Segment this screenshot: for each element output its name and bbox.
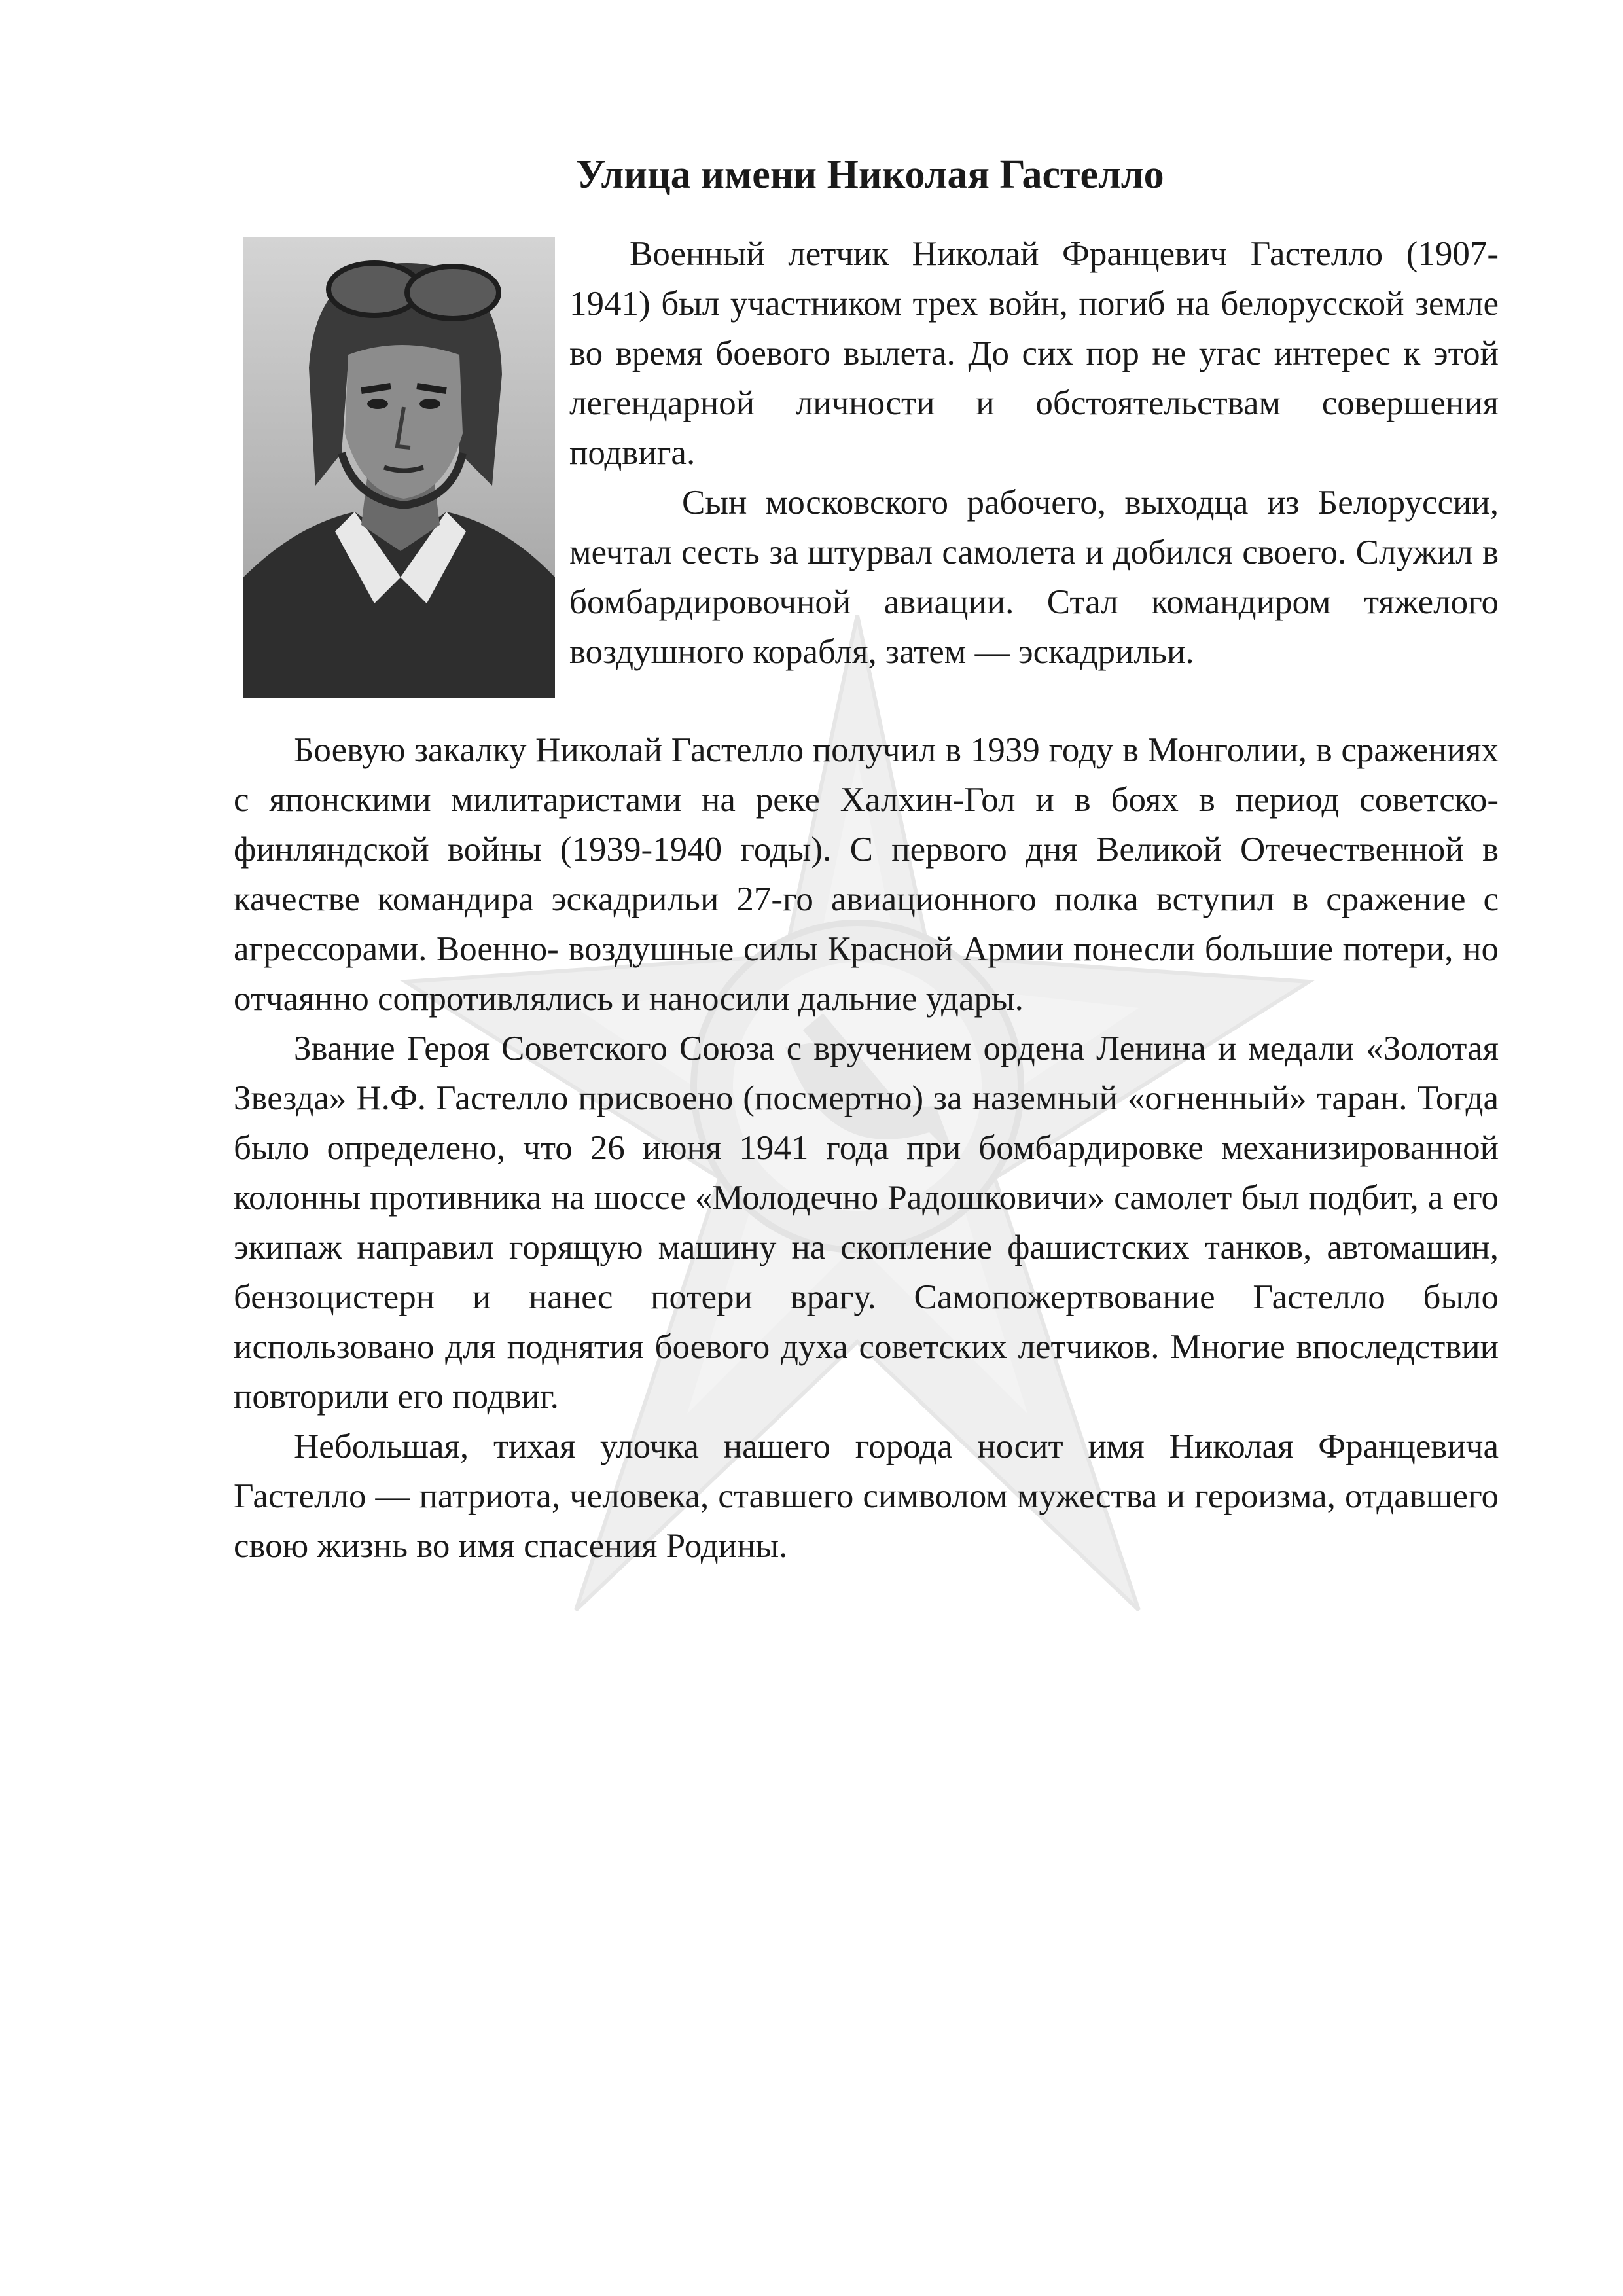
paragraph-street: Небольшая, тихая улочка нашего города носит имя Николая Францевича Гастелло — патриота, человека, ставшего символом мужества и героизма, отдавшего свою жизнь во имя спасения Родины. <box>234 1427 1499 1565</box>
paragraph-combat-experience: Боевую закалку Николай Гастелло получил в 1939 году в Монголии, в сражениях с японскими милитаристами на реке Халхин-Гол и в боях в период советско-финляндской войны (1939-1940 годы). С первого дня Великой Отечественной в качестве командира эскадрильи 27-го авиационного полка вступил в сражение с агрессорами. Военно- воздушные силы Красной Армии понесли большие потери, но отчаянно сопротивлялись и наносили дальние удары. <box>234 731 1499 1018</box>
portrait-photo <box>243 237 555 698</box>
main-text <box>234 725 1499 1571</box>
paragraph-intro: Военный летчик Николай Францевич Гастелло (1907- 1941) был участником трех войн, погиб на белорусской земле во время боевого вылета. До сих пор не угас интерес к этой легендарной личности и обстоятельствам совершения подвига. <box>569 235 1499 472</box>
paragraph-hero-title: Звание Героя Советского Союза с вручением ордена Ленина и медали «Золотая Звезда» Н.Ф. Гастелло присвоено (посмертно) за наземный «огненный» таран. Тогда было определено, что 26 июня 1941 года при бомбардировке механизированной колонны противника на шоссе «Молодечно Радошковичи» самолет был подбит, а его экипаж направил горящую машину на скопление фашистских танков, автомашин, бензоцистерн и нанес потери врагу. Самопожертвование Гастелло было использовано для поднятия боевого духа советских летчиков. Многие впоследствии повторили его подвиг. <box>234 1030 1499 1416</box>
page-title: Улица имени Николая Гастелло <box>576 152 1164 197</box>
portrait-of-pilot-icon <box>243 237 555 698</box>
text-beside-photo <box>569 229 1499 677</box>
paragraph-biography: Сын московского рабочего, выходца из Белоруссии, мечтал сесть за штурвал самолета и добился своего. Служил в бомбардировочной авиации. Стал командиром тяжелого воздушного корабля, затем — эскадрильи. <box>569 484 1499 671</box>
